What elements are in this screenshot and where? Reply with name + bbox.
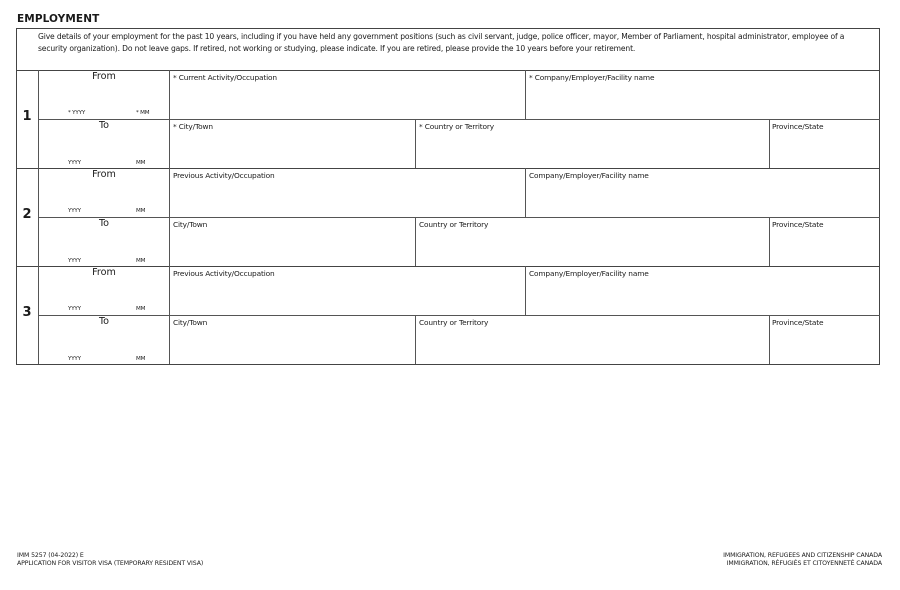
company-field[interactable]: Company/Employer/Facility name — [529, 269, 649, 278]
agency-french: IMMIGRATION, RÉFUGIÉS ET CITOYENNETÉ CANADA — [726, 560, 882, 567]
to-label: To — [98, 316, 110, 327]
to-month-field[interactable]: MM — [136, 160, 146, 166]
activity-field[interactable]: Previous Activity/Occupation — [173, 269, 275, 278]
entry-number: 1 — [22, 109, 32, 124]
instructions-text: Give details of your employment for the past 10 years, including if you have held any government positions (such as civil servant, judge, police officer, mayor, Member of Parliament, hospital administrator, employee of a security organization). Do not leave gaps. If retired, not working or studying, please indicate. If you are retired, please provide the 10 years before your retirement. — [38, 32, 845, 53]
activity-field[interactable]: Previous Activity/Occupation — [173, 171, 275, 180]
from-year-field[interactable]: YYYY — [68, 208, 81, 214]
to-month-field[interactable]: MM — [136, 356, 146, 362]
entry-number: 3 — [22, 305, 32, 320]
from-label: From — [92, 71, 116, 82]
to-year-field[interactable]: YYYY — [68, 356, 81, 362]
city-field[interactable]: * City/Town — [173, 122, 213, 131]
agency-english: IMMIGRATION, REFUGEES AND CITIZENSHIP CANADA — [723, 552, 882, 559]
from-label: From — [92, 267, 116, 278]
from-year-field[interactable]: * YYYY — [68, 110, 86, 116]
column-divider — [525, 70, 526, 119]
from-label: From — [92, 169, 116, 180]
country-field[interactable]: Country or Territory — [419, 318, 489, 327]
column-divider — [415, 217, 416, 266]
to-month-field[interactable]: MM — [136, 258, 146, 264]
footer-left — [17, 552, 203, 568]
section-title: EMPLOYMENT — [17, 13, 100, 25]
column-divider — [415, 315, 416, 364]
activity-field[interactable]: * Current Activity/Occupation — [173, 73, 277, 82]
column-divider — [525, 266, 526, 315]
company-field[interactable]: * Company/Employer/Facility name — [529, 73, 655, 82]
to-year-field[interactable]: YYYY — [68, 258, 81, 264]
province-field[interactable]: Province/State — [772, 220, 824, 229]
from-month-field[interactable]: * MM — [136, 110, 150, 116]
instructions-box — [16, 28, 880, 71]
city-field[interactable]: City/Town — [173, 220, 208, 229]
city-field[interactable]: City/Town — [173, 318, 208, 327]
to-label: To — [98, 218, 110, 229]
to-label: To — [98, 120, 110, 131]
province-field[interactable]: Province/State — [772, 122, 824, 131]
column-divider — [769, 315, 770, 364]
form-code: IMM 5257 (04-2022) E — [17, 552, 84, 559]
entry-number: 2 — [22, 207, 32, 222]
from-month-field[interactable]: MM — [136, 208, 146, 214]
from-year-field[interactable]: YYYY — [68, 306, 81, 312]
column-divider — [769, 217, 770, 266]
column-divider — [415, 119, 416, 168]
from-month-field[interactable]: MM — [136, 306, 146, 312]
column-divider — [769, 119, 770, 168]
province-field[interactable]: Province/State — [772, 318, 824, 327]
to-year-field[interactable]: YYYY — [68, 160, 81, 166]
form-name: APPLICATION FOR VISITOR VISA (TEMPORARY RESIDENT VISA) — [17, 560, 204, 567]
country-field[interactable]: Country or Territory — [419, 220, 489, 229]
column-divider — [525, 168, 526, 217]
country-field[interactable]: * Country or Territory — [419, 122, 495, 131]
company-field[interactable]: Company/Employer/Facility name — [529, 171, 649, 180]
footer-right — [723, 552, 882, 568]
